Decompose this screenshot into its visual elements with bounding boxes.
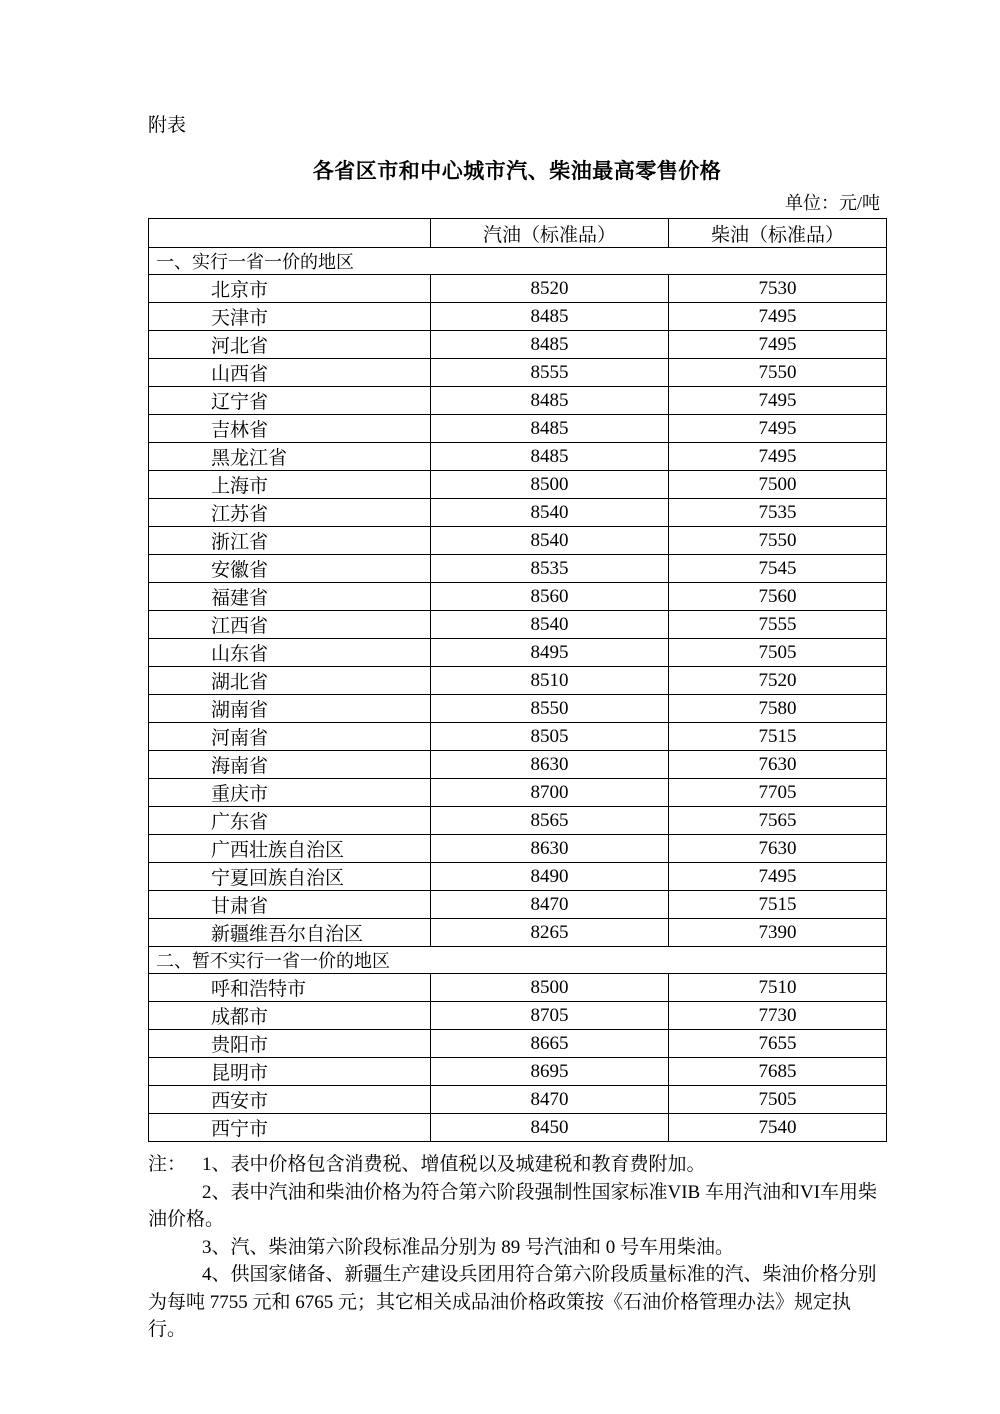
diesel-price: 7630: [669, 835, 887, 863]
gasoline-price: 8265: [431, 919, 669, 947]
gasoline-price: 8490: [431, 863, 669, 891]
gasoline-price: 8695: [431, 1058, 669, 1086]
section-heading-row: [149, 947, 887, 974]
table-row: [149, 807, 887, 835]
table-row: [149, 974, 887, 1002]
gasoline-price: 8565: [431, 807, 669, 835]
attachment-label: 附表: [148, 115, 187, 136]
table-row: [149, 779, 887, 807]
gasoline-price: 8540: [431, 611, 669, 639]
table-row: [149, 1058, 887, 1086]
table-row: [149, 1030, 887, 1058]
diesel-price: 7495: [669, 331, 887, 359]
gasoline-price: 8705: [431, 1002, 669, 1030]
diesel-price: 7540: [669, 1114, 887, 1142]
region-name: 安徽省: [149, 555, 431, 583]
region-name: 山东省: [149, 639, 431, 667]
region-name: 湖北省: [149, 667, 431, 695]
table-row: [149, 275, 887, 303]
gasoline-price: 8500: [431, 974, 669, 1002]
region-name: 北京市: [149, 275, 431, 303]
region-name: 吉林省: [149, 415, 431, 443]
table-row: [149, 723, 887, 751]
table-row: [149, 639, 887, 667]
document-content: [148, 0, 886, 1344]
gasoline-price: 8485: [431, 331, 669, 359]
region-name: 呼和浩特市: [149, 974, 431, 1002]
region-name: 甘肃省: [149, 891, 431, 919]
region-name: 河南省: [149, 723, 431, 751]
table-row: [149, 751, 887, 779]
region-name: 宁夏回族自治区: [149, 863, 431, 891]
diesel-price: 7495: [669, 415, 887, 443]
diesel-price: 7530: [669, 275, 887, 303]
table-row: [149, 695, 887, 723]
region-name: 新疆维吾尔自治区: [149, 919, 431, 947]
region-name: 辽宁省: [149, 387, 431, 415]
diesel-price: 7520: [669, 667, 887, 695]
notes-label: 注：: [148, 1154, 187, 1175]
diesel-price: 7555: [669, 611, 887, 639]
region-name: 成都市: [149, 1002, 431, 1030]
table-row: [149, 1114, 887, 1142]
gasoline-price: 8630: [431, 751, 669, 779]
diesel-price: 7655: [669, 1030, 887, 1058]
table-row: [149, 415, 887, 443]
diesel-price: 7495: [669, 443, 887, 471]
section-heading: 二、暂不实行一省一价的地区: [149, 947, 887, 974]
region-name: 西宁市: [149, 1114, 431, 1142]
gasoline-price: 8560: [431, 583, 669, 611]
table-row: [149, 527, 887, 555]
gasoline-price: 8535: [431, 555, 669, 583]
note-item-4: 4、供国家储备、新疆生产建设兵团用符合第六阶段质量标准的汽、柴油价格分别为每吨 7755 元和 6765 元；其它相关成品油价格政策按《石油价格管理办法》规定执行。: [148, 1264, 877, 1340]
gasoline-price: 8555: [431, 359, 669, 387]
gasoline-price: 8505: [431, 723, 669, 751]
gasoline-price: 8550: [431, 695, 669, 723]
section-heading-row: [149, 248, 887, 275]
diesel-price: 7535: [669, 499, 887, 527]
gasoline-price: 8665: [431, 1030, 669, 1058]
notes-block: [148, 1151, 886, 1344]
region-name: 广西壮族自治区: [149, 835, 431, 863]
diesel-price: 7565: [669, 807, 887, 835]
gasoline-price: 8540: [431, 527, 669, 555]
diesel-price: 7730: [669, 1002, 887, 1030]
gasoline-price: 8485: [431, 303, 669, 331]
price-table-header: [149, 219, 887, 248]
region-name: 山西省: [149, 359, 431, 387]
header-region: [149, 219, 431, 248]
diesel-price: 7550: [669, 527, 887, 555]
region-name: 黑龙江省: [149, 443, 431, 471]
diesel-price: 7580: [669, 695, 887, 723]
header-diesel: 柴油（标准品）: [669, 219, 887, 248]
region-name: 江西省: [149, 611, 431, 639]
diesel-price: 7495: [669, 863, 887, 891]
gasoline-price: 8470: [431, 1086, 669, 1114]
table-row: [149, 387, 887, 415]
diesel-price: 7685: [669, 1058, 887, 1086]
gasoline-price: 8630: [431, 835, 669, 863]
region-name: 昆明市: [149, 1058, 431, 1086]
diesel-price: 7560: [669, 583, 887, 611]
section-heading: 一、实行一省一价的地区: [149, 248, 887, 275]
note-item-2: 2、表中汽油和柴油价格为符合第六阶段强制性国家标准VIB 车用汽油和VI车用柴油价格。: [148, 1181, 878, 1230]
header-row: [149, 219, 887, 248]
gasoline-price: 8510: [431, 667, 669, 695]
diesel-price: 7505: [669, 1086, 887, 1114]
region-name: 福建省: [149, 583, 431, 611]
page-title: 各省区市和中心城市汽、柴油最高零售价格: [312, 160, 722, 183]
table-row: [149, 583, 887, 611]
region-name: 江苏省: [149, 499, 431, 527]
diesel-price: 7495: [669, 303, 887, 331]
table-row: [149, 499, 887, 527]
gasoline-price: 8495: [431, 639, 669, 667]
diesel-price: 7500: [669, 471, 887, 499]
gasoline-price: 8450: [431, 1114, 669, 1142]
gasoline-price: 8485: [431, 443, 669, 471]
table-row: [149, 835, 887, 863]
note-line-1: [148, 1151, 886, 1179]
diesel-price: 7550: [669, 359, 887, 387]
diesel-price: 7545: [669, 555, 887, 583]
table-row: [149, 667, 887, 695]
region-name: 海南省: [149, 751, 431, 779]
table-row: [149, 471, 887, 499]
price-table-body: [149, 248, 887, 1142]
region-name: 湖南省: [149, 695, 431, 723]
region-name: 浙江省: [149, 527, 431, 555]
table-row: [149, 863, 887, 891]
gasoline-price: 8500: [431, 471, 669, 499]
gasoline-price: 8700: [431, 779, 669, 807]
region-name: 上海市: [149, 471, 431, 499]
region-name: 重庆市: [149, 779, 431, 807]
gasoline-price: 8485: [431, 387, 669, 415]
price-table: [148, 218, 887, 1142]
table-row: [149, 891, 887, 919]
table-row: [149, 1086, 887, 1114]
region-name: 天津市: [149, 303, 431, 331]
diesel-price: 7705: [669, 779, 887, 807]
table-row: [149, 611, 887, 639]
diesel-price: 7505: [669, 639, 887, 667]
diesel-price: 7515: [669, 723, 887, 751]
diesel-price: 7510: [669, 974, 887, 1002]
table-row: [149, 443, 887, 471]
table-row: [149, 331, 887, 359]
table-row: [149, 303, 887, 331]
table-row: [149, 1002, 887, 1030]
gasoline-price: 8540: [431, 499, 669, 527]
region-name: 河北省: [149, 331, 431, 359]
header-gasoline: 汽油（标准品）: [431, 219, 669, 248]
gasoline-price: 8470: [431, 891, 669, 919]
table-row: [149, 359, 887, 387]
diesel-price: 7495: [669, 387, 887, 415]
gasoline-price: 8520: [431, 275, 669, 303]
diesel-price: 7390: [669, 919, 887, 947]
region-name: 广东省: [149, 807, 431, 835]
gasoline-price: 8485: [431, 415, 669, 443]
region-name: 西安市: [149, 1086, 431, 1114]
region-name: 贵阳市: [149, 1030, 431, 1058]
unit-note: 单位：元/吨: [784, 193, 880, 213]
table-row: [149, 919, 887, 947]
table-row: [149, 555, 887, 583]
note-item-3: 3、汽、柴油第六阶段标准品分别为 89 号汽油和 0 号车用柴油。: [202, 1236, 735, 1258]
diesel-price: 7515: [669, 891, 887, 919]
diesel-price: 7630: [669, 751, 887, 779]
note-item-1: 1、表中价格包含消费税、增值税以及城建税和教育费附加。: [202, 1154, 706, 1175]
